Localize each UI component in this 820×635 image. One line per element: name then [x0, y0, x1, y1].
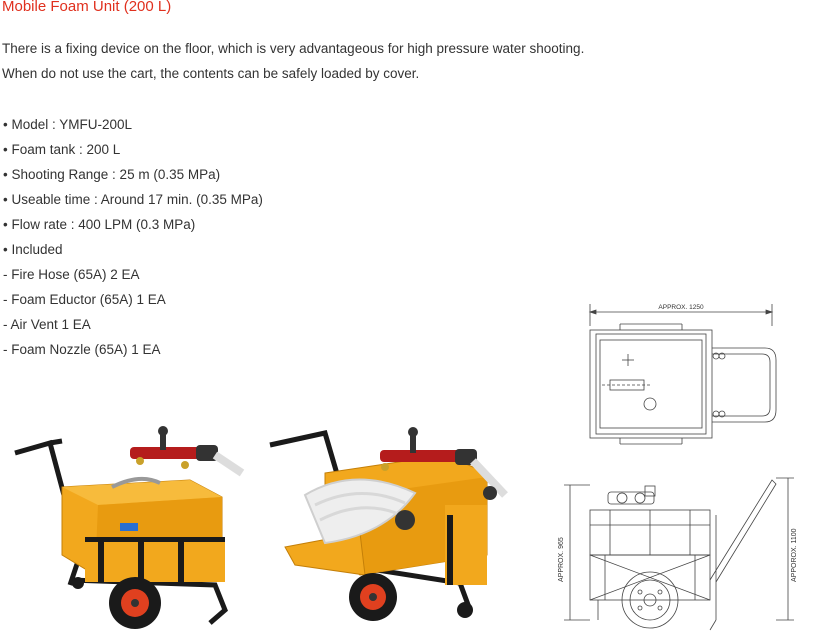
spec-fire-hose: - Fire Hose (65A) 2 EA	[3, 267, 140, 282]
spec-flow-rate: • Flow rate : 400 LPM (0.3 MPa)	[3, 217, 196, 232]
left-height-label: APPROX. 965	[558, 537, 565, 582]
spec-included: • Included	[3, 242, 63, 257]
spec-foam-tank: • Foam tank : 200 L	[3, 142, 121, 157]
spec-model: • Model : YMFU-200L	[3, 117, 133, 132]
spec-foam-eductor: - Foam Eductor (65A) 1 EA	[3, 292, 166, 307]
description-line-1: There is a fixing device on the floor, which is very advantageous for high pressure water shooting.	[2, 41, 585, 56]
top-view-drawing	[580, 298, 780, 448]
spec-useable-time: • Useable time : Around 17 min. (0.35 MPa)	[3, 192, 263, 207]
product-photo-closed	[10, 425, 250, 635]
spec-foam-nozzle: - Foam Nozzle (65A) 1 EA	[3, 342, 161, 357]
spec-air-vent: - Air Vent 1 EA	[3, 317, 91, 332]
product-photo-open	[265, 425, 515, 635]
width-dimension-label: APPROX. 1250	[658, 304, 704, 311]
spec-shooting-range: • Shooting Range : 25 m (0.35 MPa)	[3, 167, 221, 182]
side-view-drawing	[550, 470, 810, 632]
page-title: Mobile Foam Unit (200 L)	[2, 0, 172, 15]
description-line-2: When do not use the cart, the contents can be safely loaded by cover.	[2, 66, 420, 81]
right-height-label: APPOROX. 1100	[791, 528, 798, 582]
